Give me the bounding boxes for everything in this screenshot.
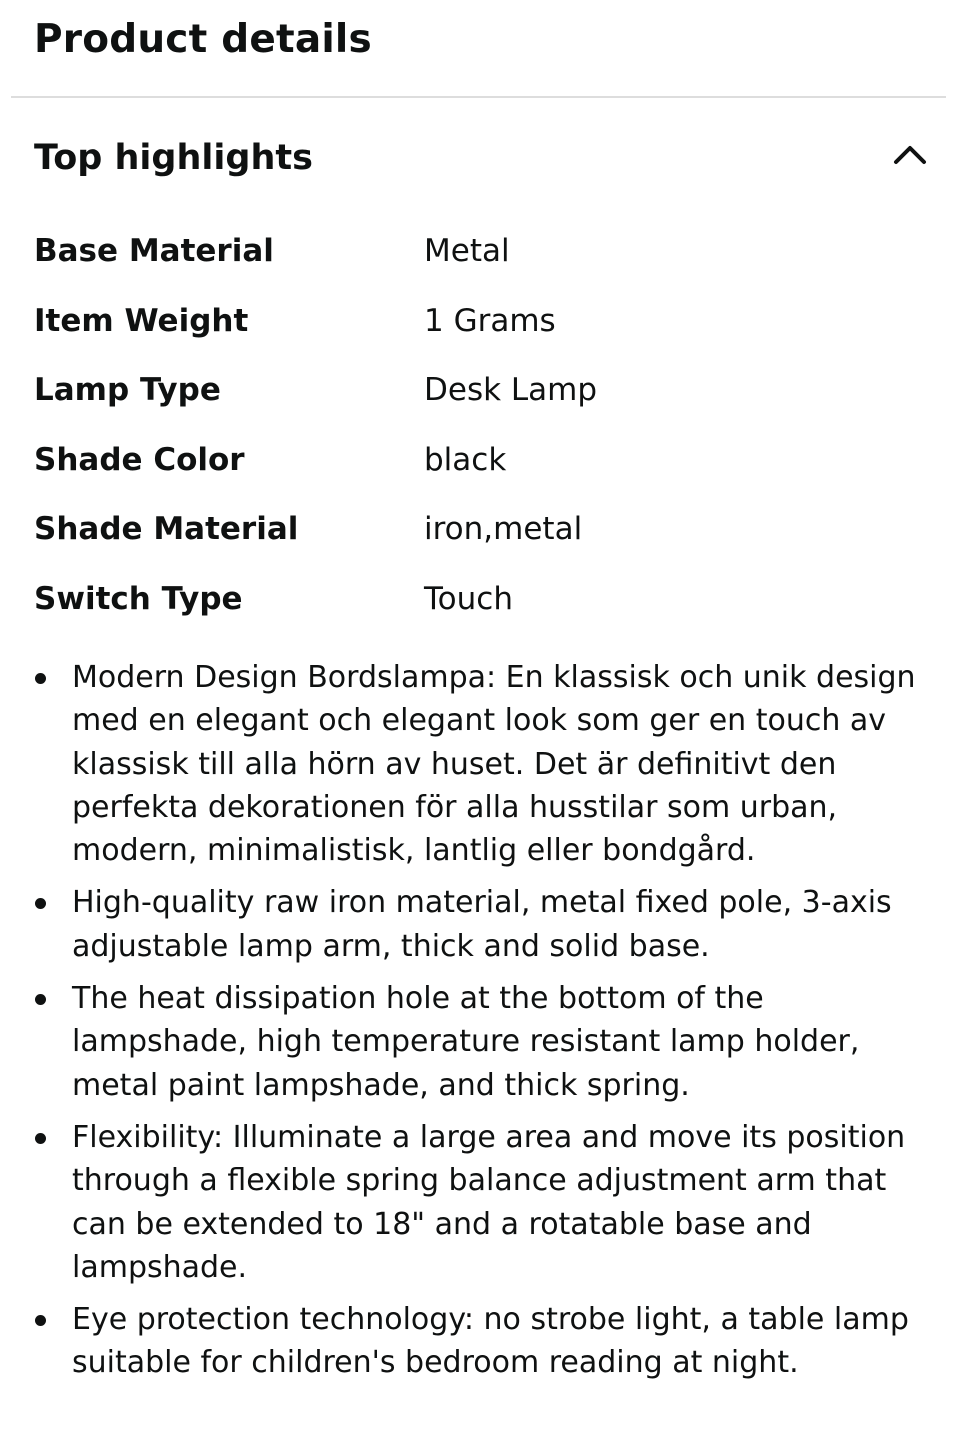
spec-row-shade-color bbox=[34, 425, 934, 495]
spec-value: 1 Grams bbox=[424, 302, 556, 339]
feature-bullet-text: Eye protection technology: no strobe light, a table lamp suitable for children's bedroom reading at night. bbox=[72, 1302, 909, 1381]
section-title: Top highlights bbox=[34, 138, 313, 178]
feature-bullet-text: Flexibility: Illuminate a large area and move its position through a flexible spring balance adjustment arm that can be extended to 18" and a rotatable base and lampshade. bbox=[72, 1119, 906, 1285]
bullet-dot-icon bbox=[35, 994, 46, 1005]
spec-label: Switch Type bbox=[34, 580, 243, 617]
bullet-dot-icon bbox=[35, 673, 46, 684]
feature-bullet-text: Modern Design Bordslampa: En klassisk och unik design med en elegant och elegant look som ger en touch av klassisk till alla hörn av huset. Det är definitivt den perfekta dekorationen för alla husstilar som urban, modern, minimalistisk, lantlig eller bondgård. bbox=[72, 660, 916, 869]
feature-bullet-list bbox=[0, 656, 957, 1394]
spec-row-switch-type bbox=[34, 564, 934, 634]
spec-table bbox=[34, 216, 934, 634]
spec-row-base-material bbox=[34, 216, 934, 286]
feature-bullet bbox=[0, 881, 957, 968]
feature-bullet bbox=[0, 1116, 957, 1289]
bullet-dot-icon bbox=[35, 1133, 46, 1144]
spec-value: iron,metal bbox=[424, 511, 583, 548]
section-divider bbox=[11, 96, 946, 98]
spec-label: Lamp Type bbox=[34, 372, 221, 409]
spec-row-lamp-type bbox=[34, 355, 934, 425]
feature-bullet-text: The heat dissipation hole at the bottom of the lampshade, high temperature resistant lamp holder, metal paint lampshade, and thick spring. bbox=[72, 981, 860, 1103]
spec-label: Shade Color bbox=[34, 441, 245, 478]
feature-bullet-text: High-quality raw iron material, metal fixed pole, 3-axis adjustable lamp arm, thick and solid base. bbox=[72, 885, 892, 964]
bullet-dot-icon bbox=[35, 1315, 46, 1326]
page-title: Product details bbox=[34, 17, 372, 62]
feature-bullet bbox=[0, 977, 957, 1107]
spec-row-shade-material bbox=[34, 494, 934, 564]
spec-value: black bbox=[424, 441, 507, 478]
feature-bullet bbox=[0, 656, 957, 872]
spec-label: Item Weight bbox=[34, 302, 249, 339]
spec-row-item-weight bbox=[34, 286, 934, 356]
spec-label: Shade Material bbox=[34, 511, 299, 548]
spec-value: Touch bbox=[424, 580, 513, 617]
feature-bullet bbox=[0, 1298, 957, 1385]
spec-value: Desk Lamp bbox=[424, 372, 598, 409]
spec-label: Base Material bbox=[34, 233, 274, 269]
top-highlights-toggle[interactable] bbox=[0, 128, 957, 192]
bullet-dot-icon bbox=[35, 898, 46, 909]
spec-value: Metal bbox=[424, 233, 510, 269]
chevron-up-icon[interactable] bbox=[890, 138, 930, 168]
